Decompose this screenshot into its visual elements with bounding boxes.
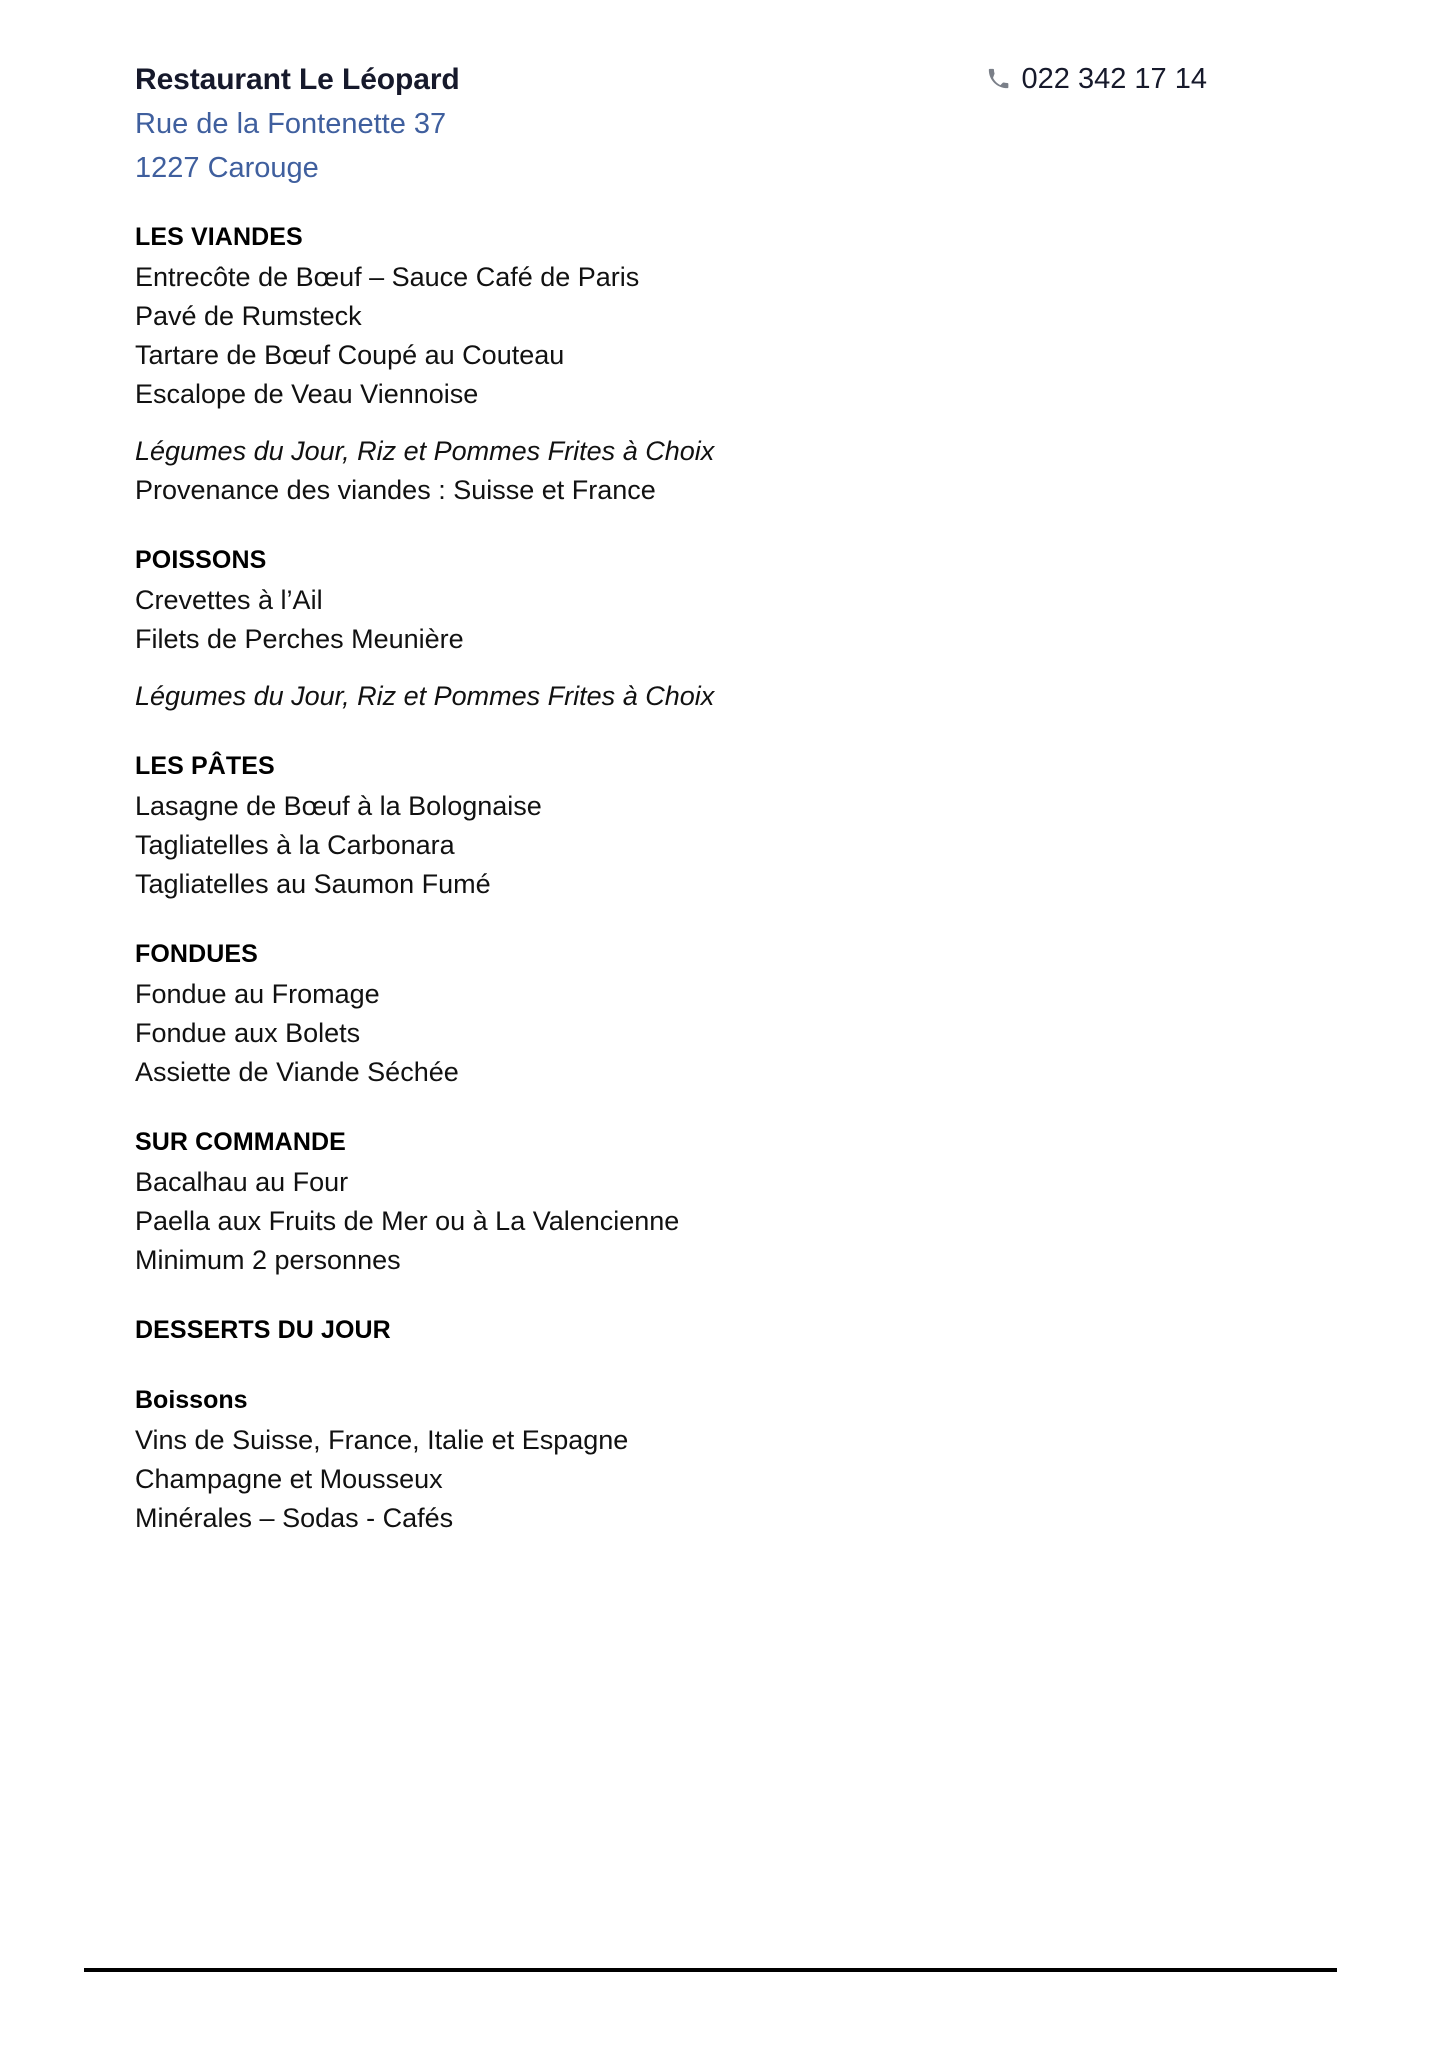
menu-section-les-pates	[135, 747, 1315, 904]
menu-section-les-viandes	[135, 218, 1315, 510]
menu-item: Crevettes à l’Ail	[135, 585, 323, 615]
menu-item: Filets de Perches Meunière	[135, 624, 464, 654]
menu-item: Lasagne de Bœuf à la Bolognaise	[135, 791, 542, 821]
menu-item: Escalope de Veau Viennoise	[135, 379, 479, 409]
section-title: POISSONS	[135, 546, 267, 574]
phone-block[interactable]	[987, 62, 1207, 96]
phone-number[interactable]: 022 342 17 14	[1021, 63, 1207, 95]
section-note-italic: Légumes du Jour, Riz et Pommes Frites à Choix	[135, 436, 715, 466]
menu-section-desserts-du-jour	[135, 1311, 1315, 1350]
menu-sections	[135, 218, 1315, 1538]
menu-item: Fondue au Fromage	[135, 979, 380, 1009]
business-address-line-2[interactable]: 1227 Carouge	[135, 152, 319, 184]
business-address-line-1[interactable]: Rue de la Fontenette 37	[135, 108, 447, 140]
menu-section-fondues	[135, 935, 1315, 1092]
menu-item: Tartare de Bœuf Coupé au Couteau	[135, 340, 565, 370]
spacer	[135, 659, 1315, 677]
menu-item: Tagliatelles à la Carbonara	[135, 830, 455, 860]
menu-item-minimum-persons: Minimum 2 personnes	[135, 1245, 401, 1275]
menu-section-boissons	[135, 1381, 1315, 1538]
business-name: Restaurant Le Léopard	[135, 63, 460, 96]
section-title: LES PÂTES	[135, 752, 275, 780]
section-note-provenance: Provenance des viandes : Suisse et France	[135, 475, 656, 505]
menu-item: Champagne et Mousseux	[135, 1464, 443, 1494]
menu-item: Fondue aux Bolets	[135, 1018, 361, 1048]
menu-item: Vins de Suisse, France, Italie et Espagne	[135, 1425, 629, 1455]
menu-content	[135, 58, 1315, 1538]
menu-item: Tagliatelles au Saumon Fumé	[135, 869, 491, 899]
menu-item: Assiette de Viande Séchée	[135, 1057, 459, 1087]
section-title: FONDUES	[135, 940, 258, 968]
menu-section-poissons	[135, 541, 1315, 716]
footer-divider	[84, 1968, 1337, 1972]
phone-handset-icon	[987, 68, 1009, 90]
section-title: Boissons	[135, 1386, 248, 1414]
spacer	[135, 414, 1315, 432]
menu-item: Pavé de Rumsteck	[135, 301, 362, 331]
section-title: DESSERTS DU JOUR	[135, 1316, 391, 1344]
section-title: LES VIANDES	[135, 223, 303, 251]
section-title: SUR COMMANDE	[135, 1128, 346, 1156]
menu-item: Minérales – Sodas - Cafés	[135, 1503, 454, 1533]
menu-item: Entrecôte de Bœuf – Sauce Café de Paris	[135, 262, 640, 292]
business-header	[135, 58, 1315, 188]
menu-item: Paella aux Fruits de Mer ou à La Valencienne	[135, 1206, 680, 1236]
section-note-italic: Légumes du Jour, Riz et Pommes Frites à Choix	[135, 681, 715, 711]
menu-item: Bacalhau au Four	[135, 1167, 349, 1197]
menu-section-sur-commande	[135, 1123, 1315, 1280]
